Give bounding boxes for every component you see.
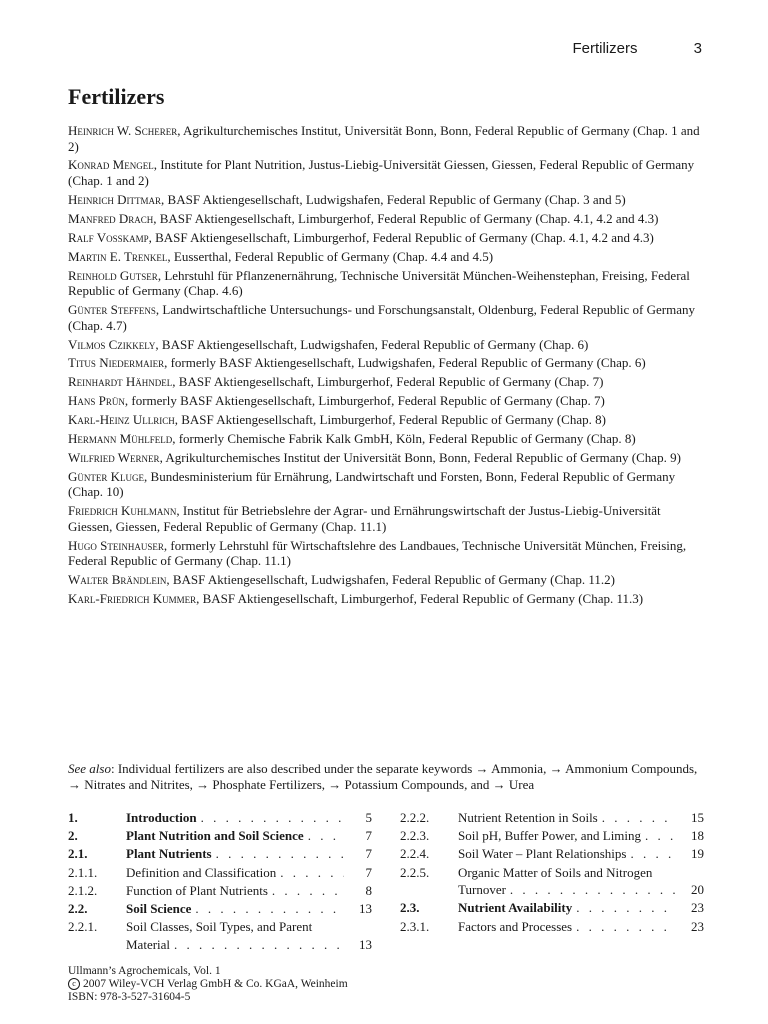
toc-dot-leader	[598, 809, 676, 827]
author-affiliation: , BASF Aktiengesellschaft, Limburgerhof, Federal Republic of Germany (Chap. 4.1, 4.2 and 4.3)	[153, 210, 659, 226]
author-list	[68, 123, 704, 610]
author-affiliation: , formerly BASF Aktiengesellschaft, Ludwigshafen, Federal Republic of Germany (Chap. 6)	[164, 355, 646, 371]
toc-entry-page: 5	[365, 810, 372, 825]
author-affiliation: , Bundesministerium für Ernährung, Landwirtschaft und Forsten, Bonn, Federal Republic of Germany (Chap. 10)	[68, 468, 676, 500]
toc-entry-title: Function of Plant Nutrients	[126, 882, 268, 898]
author-name: Titus Niedermaier	[68, 355, 165, 371]
toc-entry-title: Plant Nutrients	[126, 846, 212, 862]
toc-entry-page: 18	[691, 828, 704, 844]
toc-entry-title: Nutrient Retention in Soils	[458, 810, 598, 825]
toc-entry-number: 2.2.1.	[68, 919, 98, 935]
toc-entry-title: Nutrient Availability	[458, 900, 573, 916]
toc-entry-title: Soil Water – Plant Relationships	[458, 846, 627, 862]
toc-entry[interactable]	[68, 864, 372, 882]
see-also-text: : Individual fertilizers are also described under the separate keywords → Ammonia, → Ammonium Compounds, → Nitrates and Nitrites, → Phosphate Fertilizers, → Potassium Compounds, and → Urea	[68, 761, 698, 792]
toc-entry-number: 2.	[68, 828, 78, 844]
author-entry	[68, 249, 704, 265]
author-name: Manfred Drach	[68, 210, 154, 226]
toc-dot-leader	[304, 827, 344, 845]
author-entry	[68, 355, 704, 371]
author-name: Hermann Mühlfeld	[68, 430, 173, 446]
author-name: Walter Brändlein	[68, 572, 167, 588]
toc-dot-leader	[170, 936, 344, 954]
author-entry	[68, 431, 704, 447]
toc-entry-page: 23	[691, 918, 704, 934]
see-also-label: See also	[68, 761, 111, 776]
toc-dot-leader	[212, 845, 344, 863]
author-affiliation: , BASF Aktiengesellschaft, Limburgerhof, Federal Republic of Germany (Chap. 11.3)	[196, 591, 644, 607]
toc-entry[interactable]	[68, 882, 372, 900]
author-entry	[68, 450, 704, 466]
toc-dot-leader	[572, 899, 676, 917]
toc-entry[interactable]	[400, 809, 704, 827]
author-affiliation: , BASF Aktiengesellschaft, Limburgerhof, Federal Republic of Germany (Chap. 7)	[172, 374, 604, 390]
toc-dot-leader	[268, 882, 344, 900]
author-entry	[68, 211, 704, 227]
toc-dot-leader	[197, 809, 344, 827]
running-header	[572, 40, 702, 57]
toc-entry-title: Soil pH, Buffer Power, and Liming	[458, 828, 642, 844]
toc-entry-page: 8	[365, 882, 372, 898]
toc-entry[interactable]	[400, 827, 704, 845]
toc-entry-page: 19	[691, 846, 704, 862]
author-name: Martin E. Trenkel	[68, 248, 168, 264]
toc-entry-page: 13	[359, 936, 372, 952]
toc-entry-page: 7	[365, 846, 372, 862]
author-name: Karl-Heinz Ullrich	[68, 412, 175, 428]
toc-entry-number: 2.1.2.	[68, 882, 98, 898]
toc-dot-leader	[506, 881, 676, 899]
author-entry	[68, 337, 704, 353]
toc-entry-page: 7	[365, 864, 372, 880]
toc-entry[interactable]	[68, 827, 372, 845]
running-header-title: Fertilizers	[572, 40, 638, 57]
author-entry	[68, 503, 704, 534]
author-affiliation: , BASF Aktiengesellschaft, Ludwigshafen, Federal Republic of Germany (Chap. 11.2)	[166, 572, 616, 588]
author-name: Friedrich Kuhlmann	[68, 503, 177, 519]
author-affiliation: , Institut für Betriebslehre der Agrar- und Ernährungswirtschaft der Justus-Liebig-Universität Giessen, Giessen, Federal Republic of Germany (Chap. 11.1)	[68, 503, 661, 534]
toc-entry-page: 23	[691, 900, 704, 916]
toc-entry[interactable]	[400, 899, 704, 917]
author-name: Ralf Vosskamp	[68, 229, 149, 245]
toc-entry[interactable]	[68, 900, 372, 918]
author-affiliation: , BASF Aktiengesellschaft, Ludwigshafen, Federal Republic of Germany (Chap. 3 and 5)	[161, 191, 626, 207]
see-also-note	[68, 761, 704, 793]
author-affiliation: , Landwirtschaftliche Untersuchungs- und Forschungsanstalt, Oldenburg, Federal Republic of Germany (Chap. 4.7)	[68, 302, 696, 333]
author-name: Reinhardt Hähndel	[68, 374, 173, 390]
toc-entry[interactable]	[68, 809, 372, 827]
toc-entry-page: 7	[365, 828, 372, 844]
toc-entry-number: 2.2.4.	[400, 846, 430, 862]
author-name: Heinrich W. Scherer	[68, 123, 178, 138]
toc-entry-page: 13	[359, 900, 372, 916]
toc-entry-title-continued: Material	[126, 936, 171, 952]
author-entry	[68, 302, 704, 333]
author-affiliation: , BASF Aktiengesellschaft, Limburgerhof, Federal Republic of Germany (Chap. 4.1, 4.2 and 4.3)	[148, 229, 654, 245]
author-entry	[68, 538, 704, 569]
author-entry	[68, 393, 704, 409]
toc-dot-leader	[641, 827, 676, 845]
toc-right-column	[400, 809, 704, 936]
toc-entry-title: Organic Matter of Soils and Nitrogen	[458, 864, 653, 880]
toc-dot-leader	[191, 900, 344, 918]
author-entry	[68, 469, 704, 500]
author-affiliation: , Agrikulturchemisches Institut der Universität Bonn, Bonn, Federal Republic of Germany (Chap. 9)	[159, 449, 681, 465]
footer-publisher: 2007 Wiley-VCH Verlag GmbH & Co. KGaA, Weinheim	[83, 978, 348, 990]
toc-entry-number: 2.3.	[400, 900, 420, 916]
author-affiliation: , formerly Chemische Fabrik Kalk GmbH, Köln, Federal Republic of Germany (Chap. 8)	[172, 430, 636, 446]
toc-entry-page: 15	[691, 810, 704, 825]
toc-dot-leader	[626, 845, 676, 863]
toc-entry-number: 2.2.2.	[400, 810, 430, 825]
copyright-icon: c	[68, 978, 80, 990]
footer-isbn: ISBN: 978-3-527-31604-5	[68, 991, 191, 1003]
author-affiliation: , Eusserthal, Federal Republic of Germany (Chap. 4.4 and 4.5)	[167, 248, 494, 264]
toc-entry-number: 2.2.	[68, 900, 88, 916]
author-affiliation: , BASF Aktiengesellschaft, Ludwigshafen, Federal Republic of Germany (Chap. 6)	[155, 336, 589, 352]
author-affiliation: , Lehrstuhl für Pflanzenernährung, Technische Universität München-Weihenstephan, Freising, Federal Republic of Germany (Chap. 4.6)	[68, 267, 690, 299]
author-entry	[68, 268, 704, 299]
toc-entry-page: 20	[691, 882, 704, 898]
toc-entry-title: Soil Science	[126, 900, 192, 916]
toc-entry-number: 2.2.5.	[400, 864, 430, 880]
toc-dot-leader	[276, 864, 344, 882]
author-entry	[68, 157, 704, 188]
toc-entry-number: 2.2.3.	[400, 828, 430, 844]
author-entry	[68, 230, 704, 246]
author-name: Wilfried Werner	[68, 449, 160, 465]
author-entry	[68, 374, 704, 390]
author-affiliation: , BASF Aktiengesellschaft, Limburgerhof, Federal Republic of Germany (Chap. 8)	[174, 412, 606, 428]
toc-entry-number: 1.	[68, 810, 78, 825]
author-affiliation: , formerly Lehrstuhl für Wirtschaftslehre des Landbaues, Technische Universität München, Freising, Federal Republic of Germany (Chap. 11.1)	[68, 537, 687, 569]
author-affiliation: , formerly BASF Aktiengesellschaft, Limburgerhof, Federal Republic of Germany (Chap. 7)	[124, 393, 605, 409]
author-name: Reinhold Gutser	[68, 267, 158, 283]
toc-entry-title: Factors and Processes	[458, 918, 573, 934]
footer-copyright	[68, 978, 348, 991]
toc-entry-title: Definition and Classification	[126, 864, 277, 880]
author-name: Hugo Steinhauser	[68, 537, 164, 553]
toc-entry[interactable]	[68, 845, 372, 863]
author-name: Karl-Friedrich Kummer	[68, 591, 197, 607]
toc-left-column	[68, 809, 372, 954]
footer-volume: Ullmann’s Agrochemicals, Vol. 1	[68, 965, 221, 977]
toc-entry-title: Introduction	[126, 810, 197, 825]
author-name: Heinrich Dittmar	[68, 191, 162, 207]
author-entry	[68, 591, 704, 607]
author-affiliation: , Institute for Plant Nutrition, Justus-Liebig-Universität Giessen, Giessen, Federal Republic of Germany (Chap. 1 and 2)	[68, 157, 695, 189]
author-affiliation: , Agrikulturchemisches Institut, Universität Bonn, Bonn, Federal Republic of Germany (Chap. 1 and 2)	[68, 123, 700, 154]
author-entry	[68, 412, 704, 428]
author-name: Günter Steffens	[68, 302, 156, 318]
author-entry	[68, 192, 704, 208]
toc-entry[interactable]	[400, 918, 704, 936]
toc-entry-title: Plant Nutrition and Soil Science	[126, 828, 304, 844]
toc-entry[interactable]	[68, 918, 372, 953]
publication-footer	[68, 965, 348, 1004]
page-number: 3	[693, 40, 702, 57]
toc-dot-leader	[572, 918, 676, 936]
author-name: Hans Prün	[68, 393, 125, 409]
toc-entry-title-continued: Turnover	[458, 882, 506, 898]
author-entry	[68, 572, 704, 588]
author-name: Konrad Mengel	[68, 157, 154, 173]
author-name: Günter Kluge	[68, 468, 145, 484]
toc-entry-number: 2.3.1.	[400, 918, 430, 934]
article-title: Fertilizers	[68, 84, 165, 109]
author-entry	[68, 123, 704, 154]
toc-entry-title: Soil Classes, Soil Types, and Parent	[126, 919, 313, 935]
toc-entry-number: 2.1.	[68, 846, 88, 862]
toc-entry-number: 2.1.1.	[68, 864, 98, 880]
toc-entry[interactable]	[400, 864, 704, 899]
toc-entry[interactable]	[400, 845, 704, 863]
author-name: Vilmos Czikkely	[68, 336, 156, 352]
